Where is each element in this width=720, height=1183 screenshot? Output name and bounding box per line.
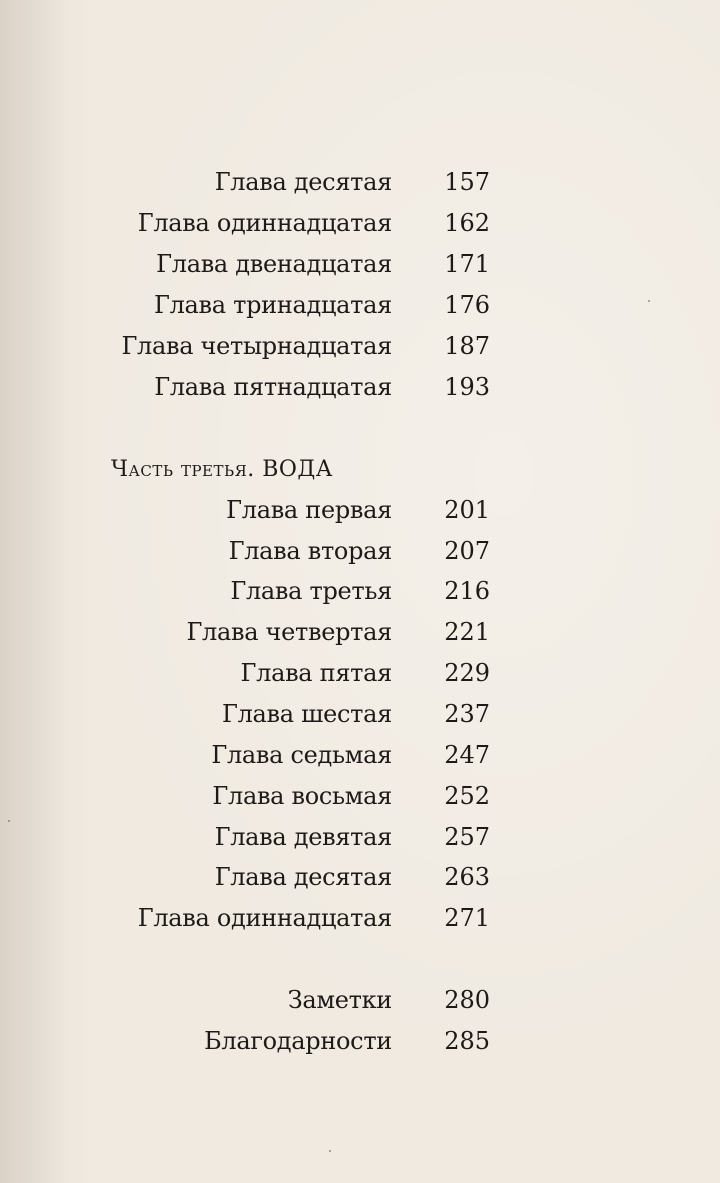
toc-entry-page: 162 [444,209,490,237]
toc-entry-title: Глава третья [230,577,392,605]
toc-entry-title: Глава пятая [240,659,392,687]
toc-entry-title: Глава двенадцатая [156,250,392,278]
toc-entry-page: 263 [444,863,490,891]
scan-speck [329,1150,331,1152]
toc-entry-title: Глава вторая [228,537,392,565]
toc-entry-page: 271 [444,904,490,932]
toc-entry [0,694,720,734]
toc-entry-title: Глава четвертая [186,618,392,646]
toc-entry-page: 187 [444,332,490,360]
toc-entry-title: Глава одиннадцатая [137,904,392,932]
toc-entry-title: Благодарности [204,1027,392,1055]
toc-entry-page: 221 [444,618,490,646]
toc-entry [0,326,720,366]
toc-entry-page: 171 [444,250,490,278]
toc-entry-page: 216 [444,577,490,605]
part-heading: Часть третья. ВОДА [111,457,333,482]
toc-entry-page: 207 [444,537,490,565]
toc-entry-title: Глава восьмая [212,782,392,810]
toc-entry [0,776,720,816]
toc-entry [0,367,720,407]
toc-entry [0,203,720,243]
toc-entry [0,653,720,693]
toc-entry [0,285,720,325]
toc-entry-page: 193 [444,373,490,401]
scan-speck [648,300,650,302]
toc-entry-page: 229 [444,659,490,687]
toc-entry-title: Глава десятая [214,168,392,196]
toc-entry [0,244,720,284]
toc-entry-title: Глава пятнадцатая [154,373,392,401]
toc-entry-title: Глава тринадцатая [154,291,392,319]
toc-entry [0,857,720,897]
toc-entry [0,817,720,857]
toc-entry-page: 285 [444,1027,490,1055]
toc-entry-page: 257 [444,823,490,851]
toc-entry [0,531,720,571]
toc-entry [0,162,720,202]
toc-entry-title: Глава седьмая [211,741,392,769]
toc-entry [0,980,720,1020]
toc-entry [0,571,720,611]
toc-entry-title: Глава одиннадцатая [137,209,392,237]
toc-entry-page: 252 [444,782,490,810]
toc-entry-title: Заметки [287,986,392,1014]
toc-entry [0,898,720,938]
toc-entry-title: Глава первая [226,496,392,524]
toc-entry-page: 157 [444,168,490,196]
toc-entry-title: Глава четырнадцатая [121,332,392,360]
scan-speck [8,820,10,822]
toc-entry-page: 176 [444,291,490,319]
toc-entry-page: 247 [444,741,490,769]
toc-entry-title: Глава шестая [222,700,392,728]
toc-entry-title: Глава десятая [214,863,392,891]
toc-entry [0,490,720,530]
toc-entry [0,1021,720,1061]
toc-entry-page: 280 [444,986,490,1014]
toc-entry-page: 201 [444,496,490,524]
toc-entry [0,612,720,652]
toc-entry-title: Глава девятая [214,823,392,851]
toc-entry-page: 237 [444,700,490,728]
toc-entry [0,735,720,775]
